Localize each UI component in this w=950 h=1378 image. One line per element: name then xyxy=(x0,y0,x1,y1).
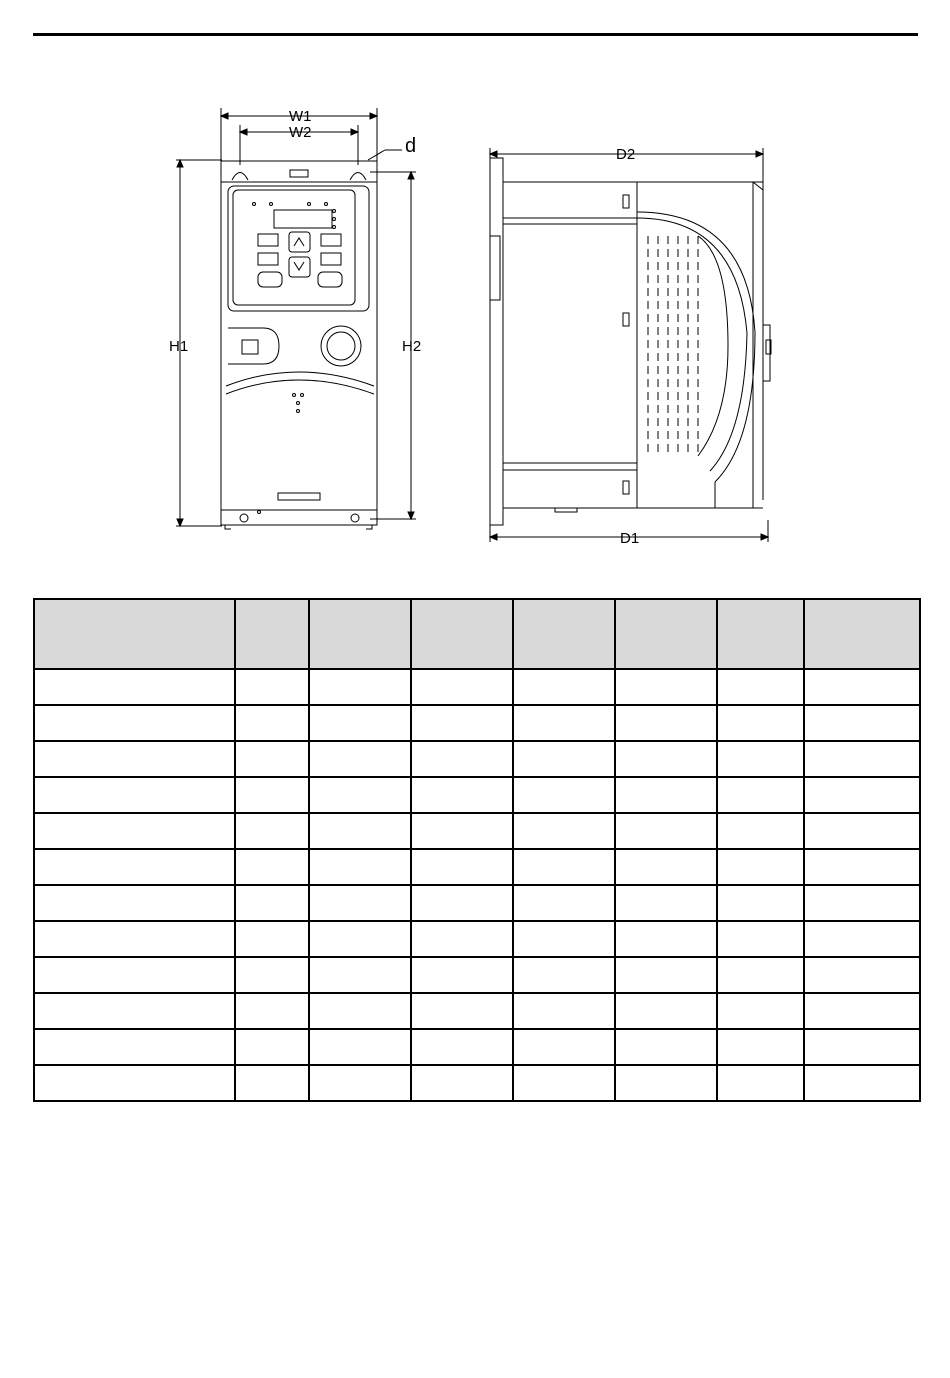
table-cell xyxy=(717,777,804,813)
label-d: d xyxy=(405,135,417,157)
table-cell xyxy=(34,957,235,993)
table-cell xyxy=(513,921,615,957)
table-cell xyxy=(513,957,615,993)
table-cell xyxy=(513,849,615,885)
table-row xyxy=(34,885,920,921)
table-cell xyxy=(615,813,717,849)
table-row xyxy=(34,1029,920,1065)
table-cell xyxy=(615,849,717,885)
table-header-cell xyxy=(411,599,513,669)
table-cell xyxy=(615,993,717,1029)
table-body xyxy=(34,669,920,1101)
table-cell xyxy=(309,993,411,1029)
table-row xyxy=(34,849,920,885)
table-cell xyxy=(804,741,920,777)
table-row xyxy=(34,705,920,741)
table-cell xyxy=(411,705,513,741)
table-cell xyxy=(615,741,717,777)
label-w1: W1 xyxy=(289,108,312,125)
table-row xyxy=(34,813,920,849)
table-cell xyxy=(804,705,920,741)
table-cell xyxy=(411,813,513,849)
table-cell xyxy=(615,1029,717,1065)
label-d1: D1 xyxy=(620,530,640,547)
table-cell xyxy=(309,813,411,849)
table-cell xyxy=(717,849,804,885)
table-cell xyxy=(34,705,235,741)
table-cell xyxy=(615,885,717,921)
table-row xyxy=(34,993,920,1029)
table-cell xyxy=(411,921,513,957)
table-cell xyxy=(309,957,411,993)
table-cell xyxy=(411,1029,513,1065)
table-cell xyxy=(717,741,804,777)
table-cell xyxy=(804,813,920,849)
table-cell xyxy=(717,993,804,1029)
table-header-cell xyxy=(513,599,615,669)
table-cell xyxy=(804,1065,920,1101)
table-row xyxy=(34,957,920,993)
table-cell xyxy=(804,993,920,1029)
table-cell xyxy=(717,813,804,849)
table-cell xyxy=(309,1029,411,1065)
table-header-cell xyxy=(804,599,920,669)
table-cell xyxy=(235,849,309,885)
table-cell xyxy=(717,1065,804,1101)
dimension-drawing xyxy=(0,0,950,590)
side-view xyxy=(490,148,771,542)
label-h1: H1 xyxy=(169,338,189,355)
table-cell xyxy=(411,849,513,885)
table-cell xyxy=(309,669,411,705)
table-cell xyxy=(309,849,411,885)
table-header-row xyxy=(34,599,920,669)
table-cell xyxy=(411,957,513,993)
table-cell xyxy=(34,921,235,957)
table-cell xyxy=(513,1029,615,1065)
table-cell xyxy=(615,921,717,957)
table-cell xyxy=(309,705,411,741)
table-header-cell xyxy=(235,599,309,669)
table-cell xyxy=(804,885,920,921)
table-cell xyxy=(34,813,235,849)
table-cell xyxy=(513,813,615,849)
table-cell xyxy=(309,777,411,813)
dimension-table xyxy=(33,598,921,1102)
table-cell xyxy=(513,741,615,777)
table-cell xyxy=(804,1029,920,1065)
table-cell xyxy=(235,921,309,957)
table-cell xyxy=(804,777,920,813)
table-cell xyxy=(235,1029,309,1065)
table-cell xyxy=(717,1029,804,1065)
table-cell xyxy=(411,777,513,813)
table-cell xyxy=(513,1065,615,1101)
table-cell xyxy=(615,669,717,705)
table-row xyxy=(34,669,920,705)
table-cell xyxy=(615,957,717,993)
table-cell xyxy=(717,669,804,705)
table-cell xyxy=(804,957,920,993)
table-cell xyxy=(34,1065,235,1101)
table-cell xyxy=(411,741,513,777)
table-cell xyxy=(513,885,615,921)
table-header-cell xyxy=(717,599,804,669)
table-cell xyxy=(235,705,309,741)
table-cell xyxy=(34,1029,235,1065)
table-cell xyxy=(235,741,309,777)
table-cell xyxy=(235,669,309,705)
table-cell xyxy=(615,705,717,741)
table-cell xyxy=(615,1065,717,1101)
table-cell xyxy=(235,1065,309,1101)
table-cell xyxy=(804,849,920,885)
front-view xyxy=(176,108,416,529)
table-cell xyxy=(34,993,235,1029)
table-cell xyxy=(411,993,513,1029)
table-cell xyxy=(235,813,309,849)
table-row xyxy=(34,741,920,777)
table-cell xyxy=(309,741,411,777)
table-row xyxy=(34,921,920,957)
table-cell xyxy=(309,1065,411,1101)
table-cell xyxy=(717,705,804,741)
label-d2: D2 xyxy=(616,146,636,163)
table-cell xyxy=(411,885,513,921)
table-row xyxy=(34,1065,920,1101)
label-w2: W2 xyxy=(289,124,312,141)
table-cell xyxy=(411,669,513,705)
table-cell xyxy=(717,921,804,957)
table-cell xyxy=(309,885,411,921)
table-cell xyxy=(513,993,615,1029)
table-cell xyxy=(804,669,920,705)
table-cell xyxy=(235,885,309,921)
table-header-cell xyxy=(615,599,717,669)
table-cell xyxy=(235,957,309,993)
table-cell xyxy=(513,777,615,813)
table-cell xyxy=(804,921,920,957)
table-cell xyxy=(513,669,615,705)
table-cell xyxy=(717,885,804,921)
table-cell xyxy=(309,921,411,957)
table-cell xyxy=(411,1065,513,1101)
table-cell xyxy=(717,957,804,993)
table-header-cell xyxy=(309,599,411,669)
table-cell xyxy=(235,777,309,813)
table-cell xyxy=(235,993,309,1029)
table-cell xyxy=(34,849,235,885)
table-cell xyxy=(34,885,235,921)
table-cell xyxy=(34,669,235,705)
table-header-cell xyxy=(34,599,235,669)
table-cell xyxy=(513,705,615,741)
label-h2: H2 xyxy=(402,338,422,355)
table-cell xyxy=(615,777,717,813)
table-row xyxy=(34,777,920,813)
table-cell xyxy=(34,777,235,813)
table-cell xyxy=(34,741,235,777)
